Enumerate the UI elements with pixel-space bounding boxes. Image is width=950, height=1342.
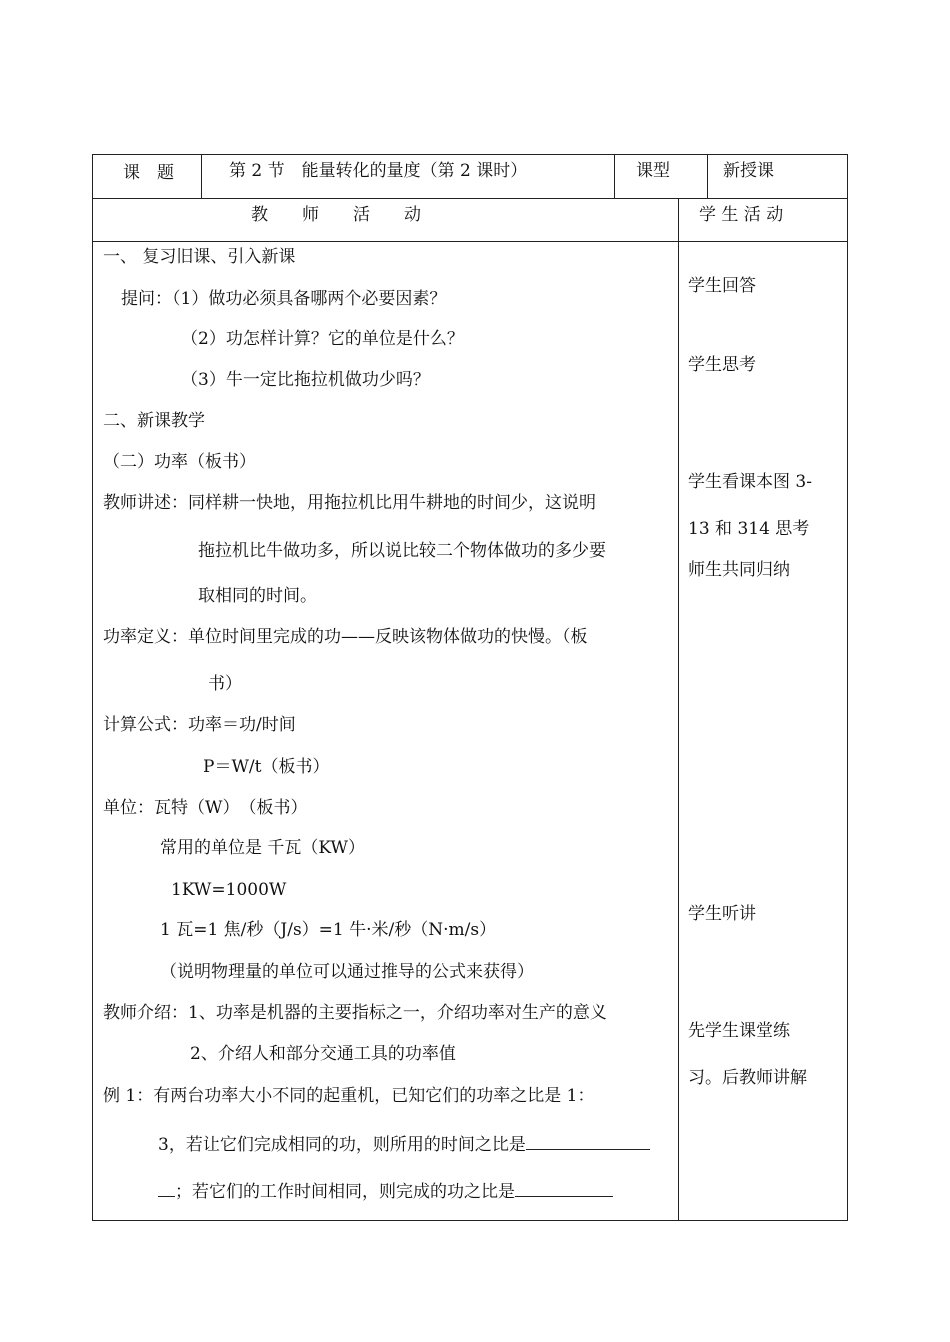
header-row-divider <box>93 198 847 199</box>
lesson-type-value: 新授课 <box>723 161 774 181</box>
student-answer: 学生回答 <box>688 276 756 296</box>
lesson-type-label: 课型 <box>636 161 670 181</box>
unit-line-2: 常用的单位是 千瓦（KW） <box>160 838 365 858</box>
unit-line-4: 1 瓦=1 焦/秒（J/s）=1 牛·米/秒（N·m/s） <box>160 920 497 940</box>
type-label-divider <box>707 155 708 198</box>
lecture-line-3: 取相同的时间。 <box>198 586 317 606</box>
unit-line-3: 1KW=1000W <box>171 880 287 900</box>
question-3: （3）牛一定比拖拉机做功少吗？ <box>181 370 430 390</box>
example-line-3-text: ；若它们的工作时间相同，则完成的功之比是 <box>175 1182 515 1202</box>
question-2: （2）功怎样计算？它的单位是什么？ <box>181 329 464 349</box>
example-line-3 <box>158 1180 613 1202</box>
example-line-1: 例 1：有两台功率大小不同的起重机，已知它们的功率之比是 1： <box>103 1086 595 1106</box>
unit-line-1: 单位：瓦特（W） （板书） <box>103 798 308 818</box>
answer-blank-2 <box>515 1180 613 1197</box>
student-think: 学生思考 <box>688 355 756 375</box>
column-heading-divider <box>93 241 847 242</box>
student-column-divider <box>678 198 679 1220</box>
student-read-line-2: 13 和 314 思考 <box>688 519 810 539</box>
student-practice-line-2: 习。后教师讲解 <box>688 1068 807 1088</box>
answer-blank-1-cont <box>158 1180 175 1197</box>
lecture-line-1: 教师讲述：同样耕一快地，用拖拉机比用牛耕地的时间少，这说明 <box>103 493 596 513</box>
formula-line-1: 计算公式：功率＝功/时间 <box>103 715 296 735</box>
definition-line-1: 功率定义：单位时间里完成的功——反映该物体做功的快慢。（板 <box>103 627 588 647</box>
question-1: 提问：（1）做功必须具备哪两个必要因素？ <box>121 289 447 309</box>
lecture-line-2: 拖拉机比牛做功多，所以说比较二个物体做功的多少要 <box>198 541 606 561</box>
section-new-lesson: 二、新课教学 <box>103 411 205 431</box>
answer-blank-1 <box>526 1133 650 1150</box>
student-read-line-1: 学生看课本图 3- <box>688 472 812 492</box>
course-label-divider <box>201 155 202 198</box>
intro-line-1: 教师介绍：1、功率是机器的主要指标之一，介绍功率对生产的意义 <box>103 1003 607 1023</box>
student-read-line-3: 师生共同归纳 <box>688 560 790 580</box>
section-review: 一、 复习旧课、引入新课 <box>103 247 296 267</box>
course-label: 课 题 <box>123 163 174 183</box>
student-practice-line-1: 先学生课堂练 <box>688 1021 790 1041</box>
intro-line-2: 2、介绍人和部分交通工具的功率值 <box>190 1044 456 1064</box>
example-line-2-text: 3，若让它们完成相同的功，则所用的时间之比是 <box>158 1135 526 1155</box>
definition-line-2: 书） <box>208 674 242 694</box>
example-line-2 <box>158 1133 650 1155</box>
course-title: 第 2 节 能量转化的量度（第 2 课时） <box>229 161 528 181</box>
unit-line-5: （说明物理量的单位可以通过推导的公式来获得） <box>160 962 534 982</box>
title-divider <box>614 155 615 198</box>
subsection-power: （二）功率（板书） <box>103 452 256 472</box>
student-listen: 学生听讲 <box>688 904 756 924</box>
student-activity-heading: 学 生 活 动 <box>699 205 784 225</box>
formula-line-2: P＝W/t（板书） <box>203 757 330 777</box>
teacher-activity-heading: 教 师 活 动 <box>251 205 421 225</box>
